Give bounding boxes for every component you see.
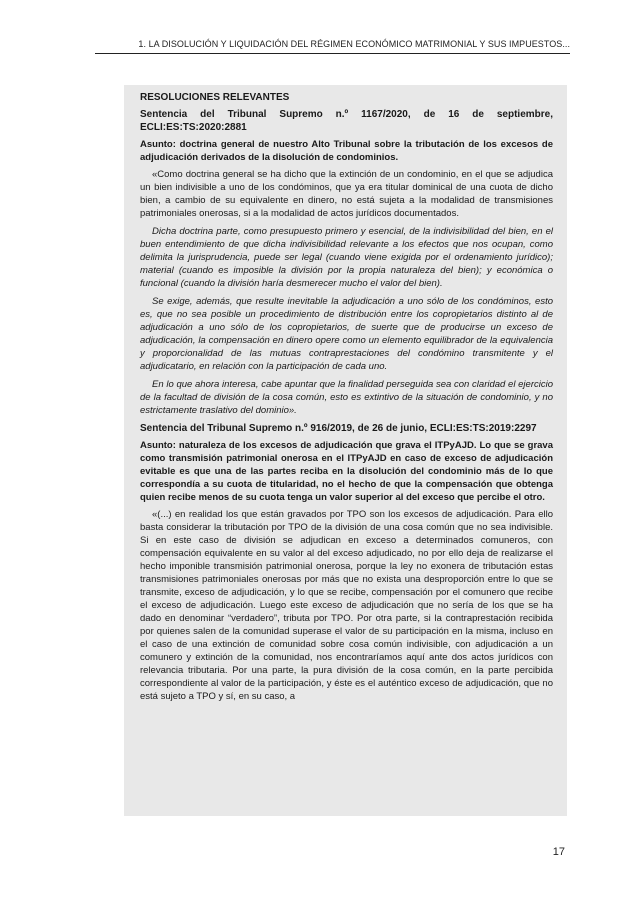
ruling-2-subject: Asunto: naturaleza de los excesos de adjudicación que grava el ITPyAJD. Lo que se grava como transmisión patrimonial onerosa en el ITPyAJD en caso de exceso de adjudicación evitable es que una de las partes reciba en la disolución del condominio más de lo que correspondía a su cuota de titularidad, no el hecho de que la compensación que obtenga quien recibe menos de su cuota tenga un valor superior al del exceso que percibe el otro.	[140, 440, 553, 503]
header-rule	[95, 53, 570, 54]
ruling-1-paragraph-4: En lo que ahora interesa, cabe apuntar que la finalidad perseguida sea con claridad el ejercicio de la facultad de división de la cosa común, esto es extintivo de la situación de condominio, y no estrictamente traslativo del dominio».	[140, 379, 553, 416]
ruling-1-subject: Asunto: doctrina general de nuestro Alto Tribunal sobre la tributación de los excesos de adjudicación derivados de la disolución de condominios.	[140, 139, 553, 163]
box-heading: RESOLUCIONES RELEVANTES	[140, 92, 290, 103]
ruling-1-title: Sentencia del Tribunal Supremo n.º 1167/2020, de 16 de septiembre, ECLI:ES:TS:2020:2881	[140, 109, 553, 133]
running-header: 1. LA DISOLUCIÓN Y LIQUIDACIÓN DEL RÉGIMEN ECONÓMICO MATRIMONIAL Y SUS IMPUESTOS...	[138, 39, 570, 49]
page-number: 17	[552, 846, 565, 858]
relevant-rulings-box	[124, 85, 567, 816]
ruling-1-paragraph-2: Dicha doctrina parte, como presupuesto primero y esencial, de la indivisibilidad del bien, en el buen entendimiento de que dicha indivisibilidad relevante a los efectos que nos ocupan, como delimita la jurisprudencia, puede ser legal (cuando viene exigida por el ordenamiento jurídico); material (cuando es imposible la división por la propia naturaleza del bien); y económica o funcional (cuando la división haría desmerecer mucho el valor del bien).	[140, 226, 553, 289]
ruling-2-title: Sentencia del Tribunal Supremo n.º 916/2019, de 26 de junio, ECLI:ES:TS:2019:2297	[140, 423, 537, 434]
ruling-2-paragraph-1: «(...) en realidad los que están gravados por TPO son los excesos de adjudicación. Para ello basta considerar la tributación por TPO de la división de una cosa común que no sea indivisible. Si en este caso de división se adjudican en exceso a determinados comuneros, con compensación equivalente en su valor al del exceso adjudicado, no por ello deja de realizarse el hecho imponible transmisión patrimonial onerosa, porque la ley no exonera de tributación estas transmisiones patrimoniales onerosas por más que no exista una desproporción entre lo que se transmite, exceso de adjudicación, y lo que se recibe, compensación por el comunero que recibe el exceso de adjudicación. Luego este exceso de adjudicación que no sería de los que se ha dado en denominar “verdadero”, tributa por TPO. Por otra parte, si la contraprestación recibida por quienes salen de la comunidad superase el valor de su participación en la misma, incluso en el caso de una extinción de comunidad sobre cosa común indivisible, con adjudicación a un comunero y extinción de la comunidad, nos encontraríamos aquí ante dos actos jurídicos con relevancia tributaria. Por una parte, la pura división de la cosa común, en la parte percibida correspondiente al valor de la participación, y éste es el auténtico exceso de adjudicación, que no está sujeto a TPO y sí, en su caso, a	[140, 509, 553, 702]
ruling-1-paragraph-3: Se exige, además, que resulte inevitable la adjudicación a uno sólo de los condóminos, esto es, que no sea posible un procedimiento de distribución entre los copropietarios distinto al de adjudicación a uno sólo de los copropietarios, de suerte que de producirse un exceso de adjudicación, la compensación en dinero opere como un elemento equilibrador de la equivalencia y proporcionalidad de las mutuas contraprestaciones del condómino transmitente y el adjudicatario, en relación con la participación de cada uno.	[140, 296, 553, 372]
ruling-1-paragraph-1: «Como doctrina general se ha dicho que la extinción de un condominio, en el que se adjudica un bien indivisible a uno de los condóminos, que ya era titular dominical de una cuota de dicho bien, a cambio de su equivalente en dinero, no está sujeta a la modalidad de transmisiones patrimoniales onerosas, si a la modalidad de actos jurídicos documentados.	[140, 169, 553, 219]
